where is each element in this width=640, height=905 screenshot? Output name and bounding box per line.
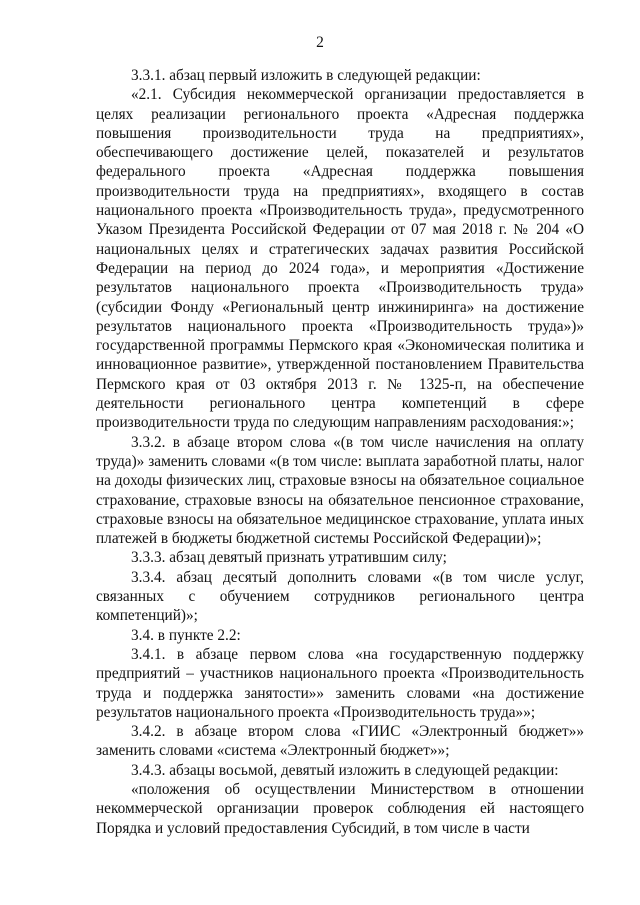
paragraph-3-4-2: 3.4.2. в абзаце втором слова «ГИИС «Электронный бюджет»» заменить словами «система «Электронный бюджет»»; xyxy=(96,723,584,760)
document-body xyxy=(96,66,584,838)
page-number: 2 xyxy=(316,34,324,51)
paragraph-3-3-4: 3.3.4. абзац десятый дополнить словами «(в том числе услуг, связанных с обучением сотрудников регионального центра компетенций)»; xyxy=(96,568,584,625)
paragraph-3-4: 3.4. в пункте 2.2: xyxy=(131,626,241,644)
paragraph-3-4-3: 3.4.3. абзацы восьмой, девятый изложить в следующей редакции: xyxy=(131,761,559,779)
paragraph-3-3-3: 3.3.3. абзац девятый признать утратившим силу; xyxy=(131,549,447,567)
paragraph-3-3-2: 3.3.2. в абзаце втором слова «(в том числе начисления на оплату труда)» заменить словами «(в том числе: выплата заработной платы, налог на доходы физических лиц, страховые взносы на обязательное социальное страхование, страховые взносы на обязательное пенсионное страхование, страховые взносы на обязательное медицинское страхование, уплата иных платежей в бюджеты бюджетной системы Российской Федерации)»; xyxy=(96,433,584,548)
paragraph-2-1-quote: «2.1. Субсидия некоммерческой организации предоставляется в целях реализации регионального проекта «Адресная поддержка повышения производительности труда на предприятиях», обеспечивающего достижение целей, показателей и результатов федерального проекта «Адресная поддержка повышения производительности труда на предприятиях», входящего в состав национального проекта «Производительность труда», предусмотренного Указом Президента Российской Федерации от 07 мая 2018 г. № 204 «О национальных целях и стратегических задачах развития Российской Федерации на период до 2024 года», и мероприятия «Достижение результатов национального проекта «Производительность труда» (субсидии Фонду «Региональный центр инжиниринга» на достижение результатов национального проекта «Производительность труда»)» государственной программы Пермского края «Экономическая политика и инновационное развитие», утвержденной постановлением Правительства Пермского края от 03 октября 2013 г. № 1325-п, на обеспечение деятельности регионального центра компетенций в сфере производительности труда по следующим направлениям расходования:»; xyxy=(96,86,584,432)
paragraph-3-4-1: 3.4.1. в абзаце первом слова «на государственную поддержку предприятий – участников национального проекта «Производительность труда и поддержка занятости»» заменить словами «на достижение результатов национального проекта «Производительность труда»»; xyxy=(96,645,584,721)
paragraph-provisions-quote: «положения об осуществлении Министерством в отношении некоммерческой организации проверок соблюдения ей настоящего Порядка и условий предоставления Субсидий, в том числе в части xyxy=(96,780,584,837)
paragraph-3-3-1: 3.3.1. абзац первый изложить в следующей редакции: xyxy=(131,67,481,84)
